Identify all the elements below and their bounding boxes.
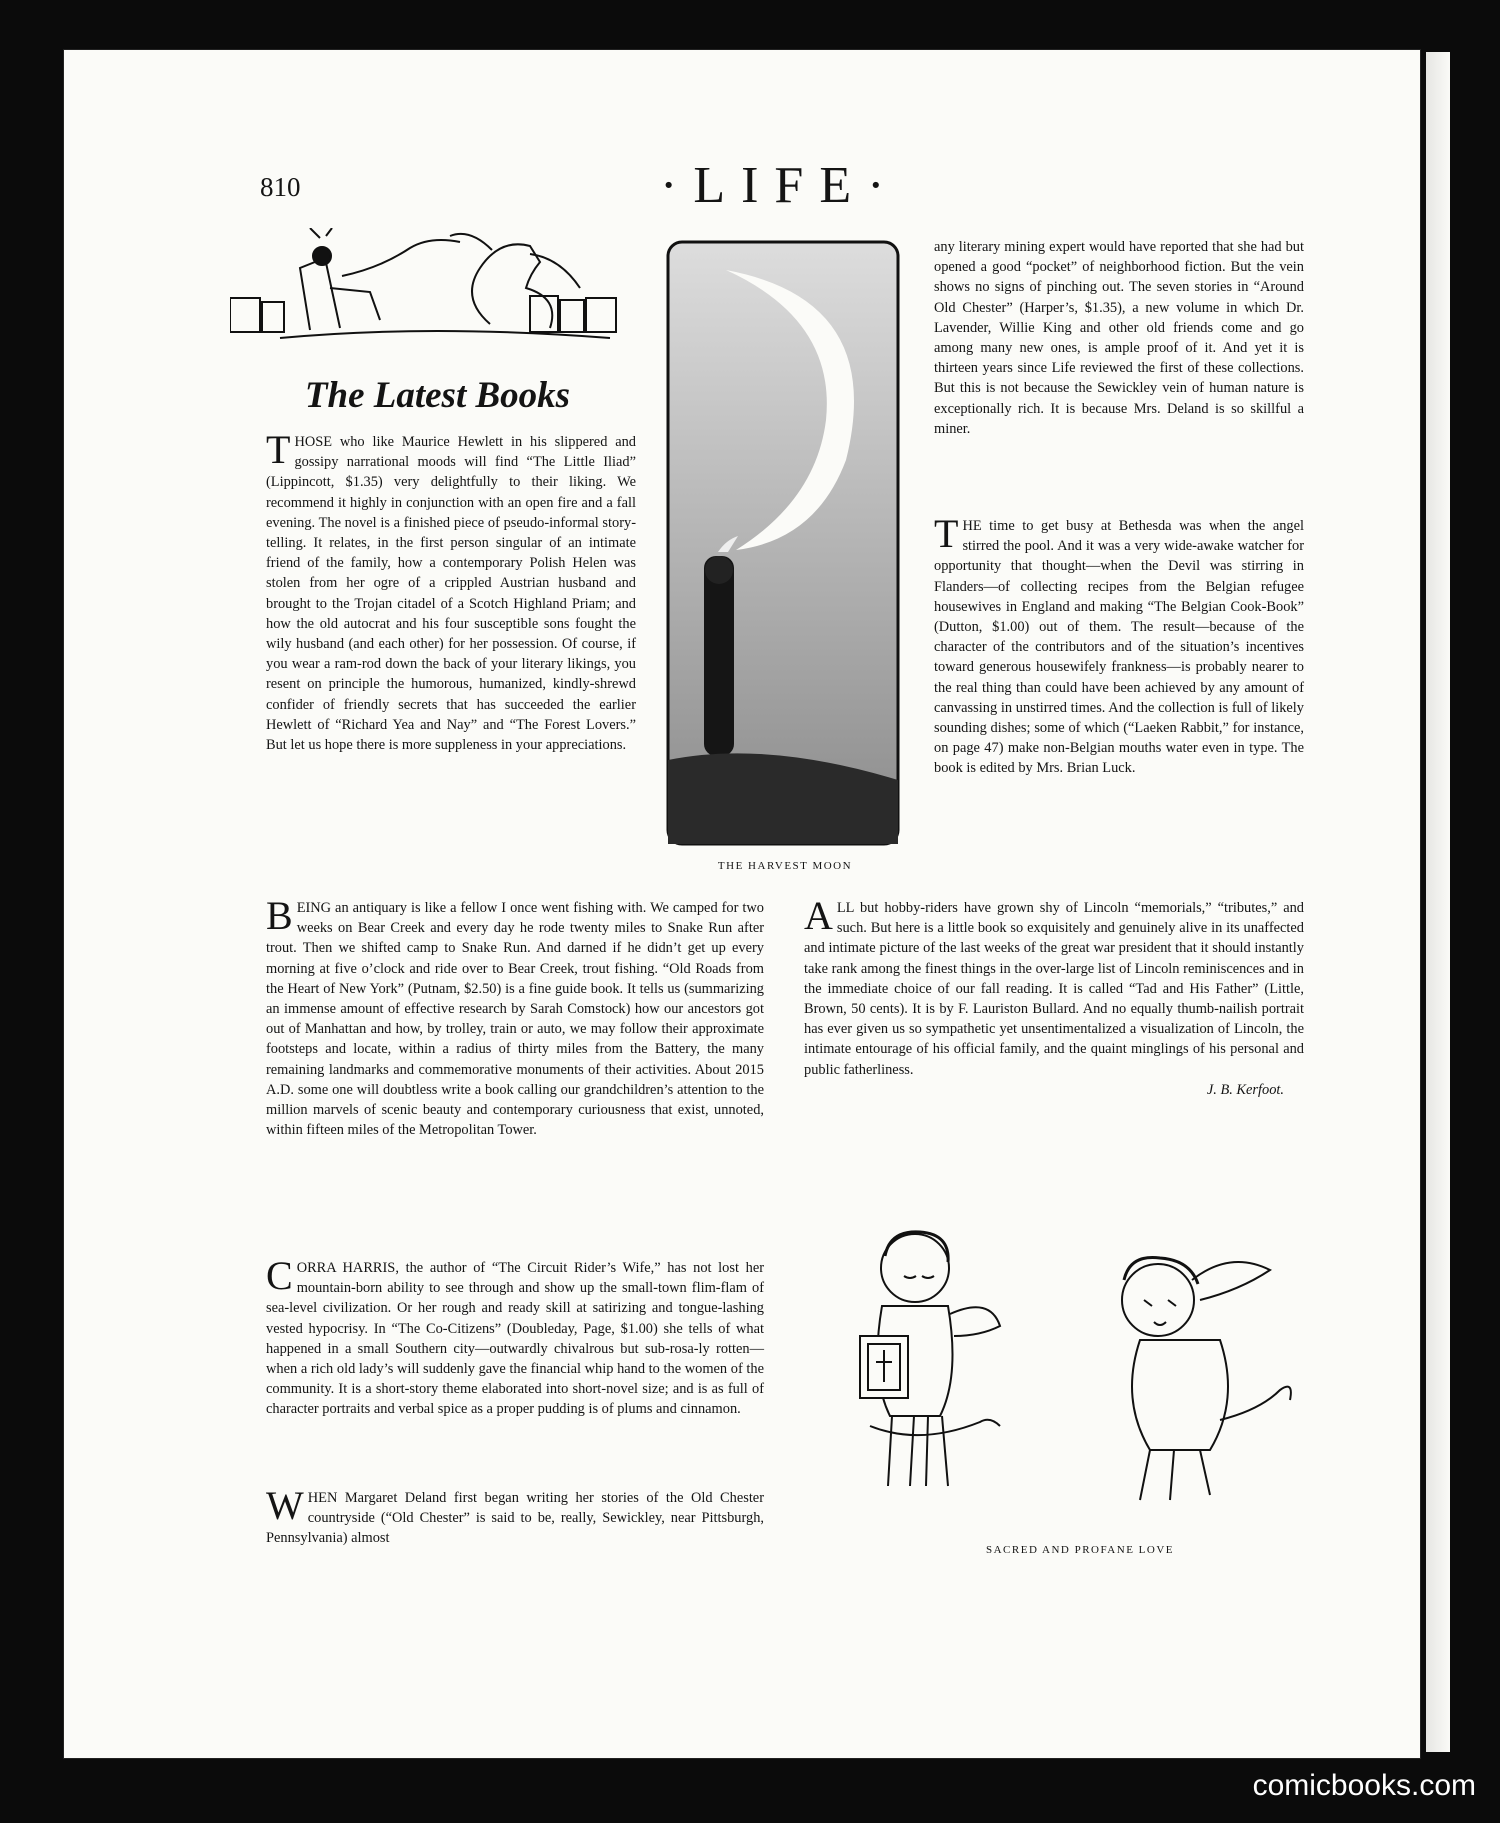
facing-page-edge [1426,52,1450,1752]
review-text: ORRA HARRIS, the author of “The Circuit Rider’s Wife,” has not lost her mountain-born ability to see through and show up the small-town flim-flam of sea-level civilization. Or her rough and ready skill at satirizing and tongue-lashing vested hypocrisy. In “The Co-Citizens” (Doubleday, Page, $1.00) she tells of what happened in a small Southern city—outwardly chivalrous but sub-rosa-ly rotten—when a rich old lady’s will suddenly gave the financial whip hand to the women of the community. It is a short-story theme elaborated into short-novel size; and is as full of character portraits and verbal spice as a proper pudding is of plums and cinnamon. [266,1260,764,1418]
reader-and-pegasus-illustration [230,228,640,358]
old-roads-review [266,893,764,1140]
deland-review-continued [934,237,1304,439]
dropcap: T [266,427,291,472]
dropcap: A [804,893,833,938]
site-watermark: comicbooks.com [1252,1769,1476,1802]
hewlett-review [266,427,636,755]
lincoln-review [804,893,1304,1100]
review-text: LL but hobby-riders have grown shy of Lincoln “memorials,” “tributes,” and such. But here is a little book so exquisitely and genuinely alive in its unaffected and intimate picture of the last weeks of the great war president that it should instantly take rank among the finest things in the over-large list of Lincoln reminiscences and in the immediate choice of our fall reading. It is called “Tad and His Father” (Little, Brown, 50 cents). It is by F. Lauriston Bullard. And no equally thumb-nailish portrait has ever given us so sympathetic yet unsentimentalized a visualization of Lincoln, the intimate entourage of his official family, and the quaint minglings of his personal and public fatherliness. [804,900,1304,1078]
review-text: HEN Margaret Deland first began writing her stories of the Old Chester countryside (“Old Chester” is said to be, really, Sewickley, near Pittsburgh, Pennsylvania) almost [266,1490,764,1547]
page-number: 810 [260,172,301,202]
dropcap: C [266,1253,293,1298]
review-text: any literary mining expert would have reported that she had but opened a good “pocket” of neighborhood fiction. But the vein shows no signs of pinching out. The seven stories in “Around Old Chester” (Harper’s, $1.35), a new volume in which Dr. Lavender, Willie King and other old friends come and go among many new ones, is ample proof of it. And yet it is thirteen years since Life reviewed the first of these collections. But this is not because the Sewickley vein of human nature is exceptionally rich. It is because Mrs. Deland is so skillful a miner. [934,239,1304,437]
section-title: The Latest Books [304,375,571,416]
review-text: HOSE who like Maurice Hewlett in his slippered and gossipy narrational moods will find “The Little Iliad” (Lippincott, $1.35) very delightfully to their liking. We recommend it highly in conjunction with an open fire and a fall evening. The novel is a finished piece of pseudo-informal story-telling. It relates, in the first person singular of an intimate friend of the family, how a contemporary Polish Helen was stolen from her ogre of a crippled Austrian husband and brought to the Trojan citadel of a Scotch Highland Priam; and how the old autocrat and his four susceptible sons fought the wily husband (and each other) for her possession. Of course, if you wear a ram-rod down the back of your literary likings, you resent on principle the humorous, humanized, kindly-shrewd confider of friendly secrets that has succeeded the earlier Hewlett of “Richard Yea and Nay” and “The Forest Lovers.” But let us hope there is more suppleness in your appreciations. [266,434,636,754]
review-text: HE time to get busy at Bethesda was when the angel stirred the pool. And it was a very wide-awake watcher for opportunity that thought—when the Devil was stirring in Flanders—of collecting recipes from the Belgian refugee housewives in England and making “The Belgian Cook-Book” (Dutton, $1.00) out of them. The result—because of the character of the contributors and of the situation’s incentives toward generous housewifely frankness—is probably nearer to the real thing than could have been achieved by any amount of canvassing in unstirred times. And the collection is full of likely sounding dishes; some of which (“Laeken Rabbit,” for instance, on page 47) make non-Belgian mouths water even in type. The book is edited by Mrs. Brian Luck. [934,518,1304,777]
moon-caption: THE HARVEST MOON [717,860,853,872]
harvest-moon-illustration [666,240,900,846]
dropcap: T [934,511,959,556]
sacred-love-cupid-illustration [830,1226,1010,1516]
dropcap: B [266,893,293,938]
belgian-cookbook-review [934,511,1304,779]
profane-love-cupid-illustration [1080,1240,1300,1510]
masthead-life: ·LIFE· [660,157,901,214]
author-signature: J. B. Kerfoot. [1206,1081,1284,1098]
dropcap: W [266,1483,304,1528]
review-text: EING an antiquary is like a fellow I once went fishing with. We camped for two weeks on Bear Creek and every day he rode twenty miles to Snake Run after trout. Then we shifted camp to Snake Run. And darned if he didn’t get up every morning at five o’clock and ride over to Bear Creek, trout fishing. “Old Roads from the Heart of New York” (Putnam, $2.50) is a fine guide book. It tells us (summarizing an immense amount of effective research by Sarah Comstock) how our ancestors got out of Manhattan and how, by trolley, train or auto, we may follow their approximate footsteps and locate, within a radius of thirty miles from the Battery, the many remaining landmarks and commemorative monuments of their activities. About 2015 A.D. some one will doubtless write a book calling our grandchildren’s attention to the million marvels of scenic beauty and contemporary curiousness that exist, unnoted, within fifteen miles of the Metropolitan Tower. [266,900,764,1139]
co-citizens-review [266,1253,764,1420]
deland-review [266,1483,764,1549]
love-caption: SACRED AND PROFANE LOVE [985,1544,1174,1556]
